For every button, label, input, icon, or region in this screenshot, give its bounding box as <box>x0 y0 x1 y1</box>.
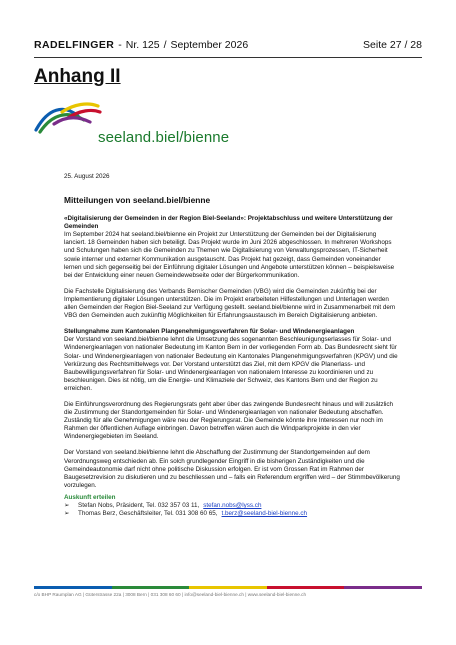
color-segment <box>344 586 422 589</box>
color-segment <box>189 586 267 589</box>
color-segment <box>34 586 112 589</box>
footer-address: c/o BHP Raumplan AG | Güterstrasse 22a | 3008 Bern | 031 308 60 60 | info@seeland-biel-bienne.ch | www.seeland-biel-bienne.ch <box>34 592 307 597</box>
annex-title: Anhang II <box>34 66 121 87</box>
contact-heading: Auskunft erteilen <box>64 493 116 501</box>
issue-date: September 2026 <box>170 39 249 51</box>
letter-body <box>64 173 400 518</box>
paragraph: Die Einführungsverordnung des Regierungsrats geht aber über das zwingende Bundesrecht hinaus und will zusätzlich die Zustimmung der Standortgemeinden für Solar- und Windenergieanlagen von nationaler Bedeutung abschaffen. Zuständig für alle Genehmigungen wäre neu der Regierungsrat. Die Gemeinde könnte ihre Interessen nur noch im Rahmen der öffentlichen Auflage einbringen. Davon betreffen wären auch die Windparkprojekte in den vier Windenergiegebieten im Seeland. <box>64 400 394 441</box>
contact-person <box>64 510 400 518</box>
section-heading: «Digitalisierung der Gemeinden in der Region Biel-Seeland»: Projektabschluss und weitere Unterstützung der Gemeinden <box>64 215 393 231</box>
color-segment <box>112 586 190 589</box>
paragraph: Die Fachstelle Digitalisierung des Verbands Bernischer Gemeinden (VBG) wird die Gemeinden zukünftig bei der Implementierung digitaler Lösungen unterstützen. Die im Projekt erarbeiteten Hilfestellungen und Unterlagen werden allen Gemeinden der Region Biel-Seeland zur Verfügung gestellt. seeland.biel/bienne wird in Zusammenarbeit mit dem VBG den Gemeinden auch zukünftig Möglichkeiten für Erfahrungsaustausch im Bereich Digitalisierung anbieten. <box>64 287 396 320</box>
section-vorstand <box>64 449 400 489</box>
issue-number: Nr. 125 <box>125 39 160 51</box>
header-separator: - <box>118 39 122 51</box>
page-number: Seite 27 / 28 <box>363 39 422 51</box>
paragraph: Im September 2024 hat seeland.biel/bienne ein Projekt zur Unterstützung der Gemeinden bei der Digitalisierung lanciert. 18 Gemeinden haben sich beteiligt. Das Projekt wurde im Juni 2026 abgeschlossen. In mehreren Workshops und Schulungen haben sich die Gemeinden zu Themen wie Digitalisierung von Verwaltungsprozessen, IT-Sicherheit sowie interner und externer Kommunikation ausgetauscht. Das Projekt hat gezeigt, dass Gemeinden voneinander lernen und sich gegenseitig bei der Einführung digitaler Lösungen und Angebote unterstützen können – beispielsweise bei der Entwicklung einer neuen Gemeindewebseite oder der Bürgerkommunikation. <box>64 231 395 279</box>
section-stellungnahme <box>64 328 400 393</box>
contact-text: Stefan Nobs, Präsident, Tel. 032 357 03 11, <box>78 502 200 509</box>
section-einfuehrungsverordnung <box>64 401 400 441</box>
header-separator: / <box>163 39 167 51</box>
newsletter-name: RADELFINGER <box>34 39 115 51</box>
paragraph: Der Vorstand von seeland.biel/bienne lehnt die Abschaffung der Zustimmung der Standortgemeinden auf dem Verordnungsweg entschieden ab. Ein solch grundlegender Eingriff in die bisherigen Zuständigkeiten und die Gemeindeautonomie darf nicht ohne politische Diskussion erfolgen. Er ist vom Grossen Rat im Rahmen der Baugesetzrevision zu diskutieren und zu beschliessen und – falls ein Referendum ergriffen wird – der Stimmbevölkerung vorzulegen. <box>64 449 400 489</box>
section-digitalisierung <box>64 215 400 280</box>
letter-title: Mitteilungen von seeland.biel/bienne <box>64 195 211 206</box>
logo-wordmark: seeland.biel/bienne <box>98 129 230 146</box>
page-header <box>34 38 422 52</box>
letter-date: 25. August 2026 <box>64 173 110 180</box>
swoosh-logo-icon <box>34 100 102 134</box>
seeland-logo <box>34 100 230 148</box>
contact-block <box>64 494 400 518</box>
email-link[interactable]: stefan.nobs@lyss.ch <box>203 502 262 509</box>
section-fachstelle <box>64 288 400 320</box>
contact-person <box>64 502 400 510</box>
email-link[interactable]: t.berz@seeland-biel-bienne.ch <box>221 510 308 518</box>
arrow-bullet-icon: ➢ <box>64 502 70 509</box>
contact-text: Thomas Berz, Geschäftsleiter, Tel. 031 308 60 65, <box>78 510 218 518</box>
arrow-bullet-icon: ➢ <box>64 510 70 518</box>
footer-color-bar <box>34 586 422 589</box>
paragraph: Der Vorstand von seeland.biel/bienne lehnt die Umsetzung des sogenannten Beschleunigungserlasses für Solar- und Windenergieanlagen von nationaler Bedeutung im Kanton Bern in der vorliegenden Form ab. Das Bundesrecht sieht für Solar- und Windenergieanlagen von nationaler Bedeutung ein Kantonales Plangenehmigungsverfahren (KPGV) und die Verkürzung des Rechtsmittelwegs vor. Der Vorstand unterstützt das Ziel, mit dem KPGV die Planerlass- und Baubewilligungsverfahren für Solar- und Windenergieanlagen von nationalem Interesse zu koordinieren und zu beschleunigen. Dies ist nötig, um die Energie- und Klimaziele der Schweiz, des Kantons Bern und der Region zu erreichen. <box>64 336 398 392</box>
header-rule <box>34 57 422 58</box>
section-heading: Stellungnahme zum Kantonalen Plangenehmigungsverfahren für Solar- und Windenergieanlagen <box>64 328 355 336</box>
color-segment <box>267 586 345 589</box>
